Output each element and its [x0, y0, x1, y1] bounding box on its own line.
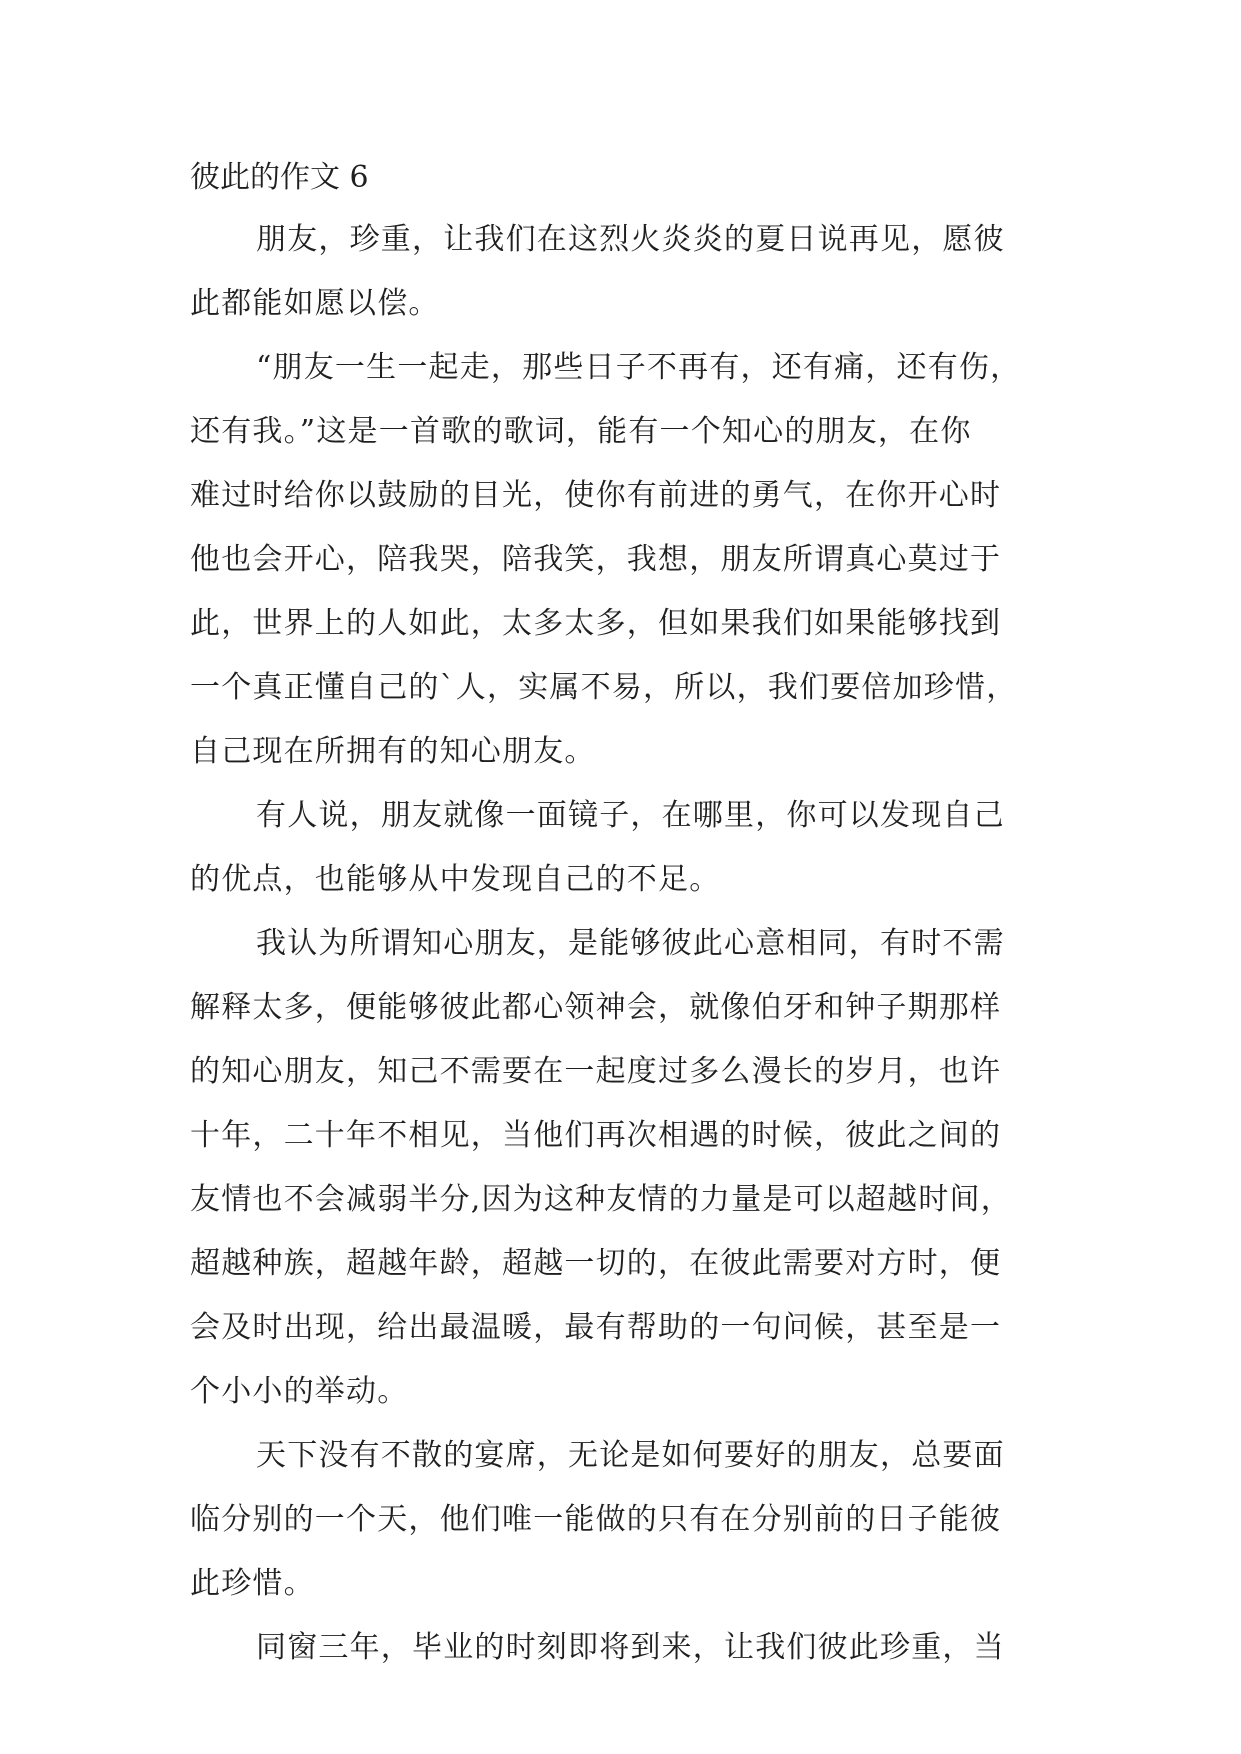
paragraph-line: 此珍惜。: [190, 1566, 315, 1601]
paragraph: [190, 1434, 1052, 1606]
paragraph-list: [190, 218, 1052, 1670]
paragraph-line: 友情也不会减弱半分,因为这种友情的力量是可以超越时间，: [190, 1182, 1012, 1217]
paragraph-line: 此都能如愿以偿。: [190, 286, 440, 321]
paragraph-line: 朋友，珍重，让我们在这烈火炎炎的夏日说再见，愿彼: [256, 222, 1005, 257]
paragraph-line: 难过时给你以鼓励的目光，使你有前进的勇气，在你开心时: [190, 478, 1002, 513]
paragraph-line: 天下没有不散的宴席，无论是如何要好的朋友，总要面: [256, 1438, 1005, 1473]
document-body: [190, 158, 1052, 1670]
paragraph-line: 十年，二十年不相见，当他们再次相遇的时候，彼此之间的: [190, 1118, 1002, 1153]
paragraph: [190, 346, 1052, 774]
paragraph-line: 临分别的一个天，他们唯一能做的只有在分别前的日子能彼: [190, 1502, 1002, 1537]
paragraph-line: 此，世界上的人如此，太多太多，但如果我们如果能够找到: [190, 606, 1002, 641]
paragraph: [190, 922, 1052, 1414]
paragraph-line: 同窗三年，毕业的时刻即将到来，让我们彼此珍重，当: [256, 1630, 1005, 1665]
paragraph-line: 的优点，也能够从中发现自己的不足。: [190, 862, 721, 897]
document-title: 彼此的作文 6: [190, 160, 369, 195]
paragraph: [190, 218, 1052, 326]
paragraph-line: 还有我。”这是一首歌的歌词，能有一个知心的朋友，在你: [190, 414, 972, 449]
paragraph-line: 会及时出现，给出最温暖，最有帮助的一句问候，甚至是一: [190, 1310, 1002, 1345]
paragraph-line: 个小小的举动。: [190, 1374, 409, 1409]
paragraph-line: 超越种族，超越年龄，超越一切的，在彼此需要对方时，便: [190, 1246, 1002, 1281]
paragraph-line: 的知心朋友，知己不需要在一起度过多么漫长的岁月，也许: [190, 1054, 1002, 1089]
paragraph-line: 一个真正懂自己的`人，实属不易，所以，我们要倍加珍惜，: [190, 670, 1018, 705]
paragraph-line: 我认为所谓知心朋友，是能够彼此心意相同，有时不需: [256, 926, 1005, 961]
paragraph-line: “朋友一生一起走，那些日子不再有，还有痛，还有伤，: [256, 350, 1022, 385]
paragraph-line: 他也会开心，陪我哭，陪我笑，我想，朋友所谓真心莫过于: [190, 542, 1002, 577]
paragraph-line: 自己现在所拥有的知心朋友。: [190, 734, 596, 769]
paragraph: [190, 1626, 1052, 1670]
paragraph: [190, 794, 1052, 902]
paragraph-line: 有人说，朋友就像一面镜子，在哪里，你可以发现自己: [256, 798, 1005, 833]
paragraph-line: 解释太多，便能够彼此都心领神会，就像伯牙和钟子期那样: [190, 990, 1002, 1025]
